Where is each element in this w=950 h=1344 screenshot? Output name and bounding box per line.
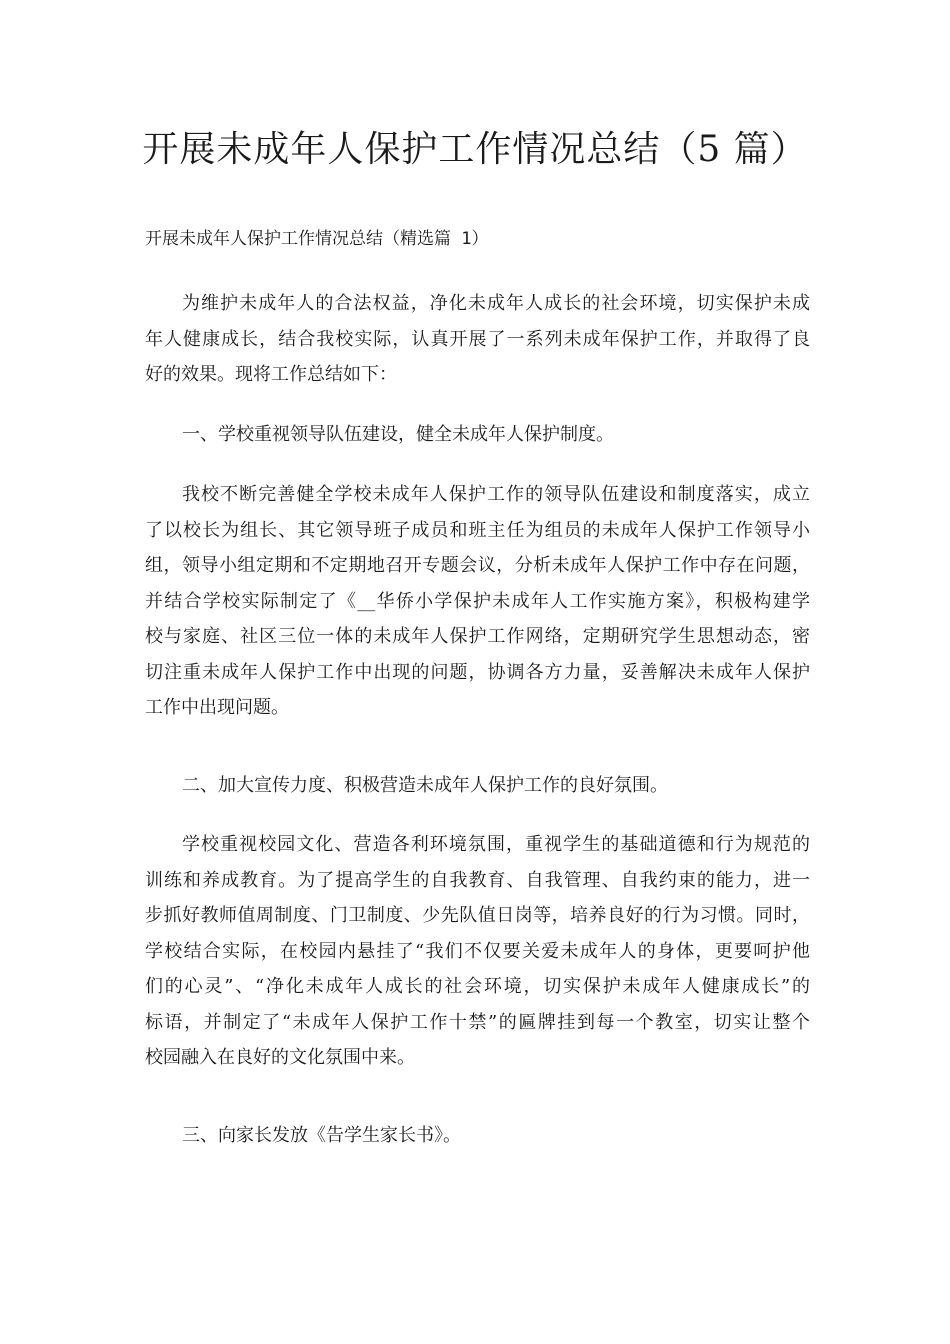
intro-paragraph [145,286,810,393]
paragraph-line: 了以校长为组长、其它领导班子成员和班主任为组员的未成年人保护工作领导小 [145,519,810,541]
paragraph-line: 并结合学校实际制定了《__华侨小学保护未成年人工作实施方案》，积极构建学 [145,590,810,612]
paragraph-publicity [145,827,810,1076]
document-title: 开展未成年人保护工作情况总结（5 篇） [142,129,808,170]
paragraph-line: 学校结合实际，在校园内悬挂了“我们不仅要关爱未成年人的身体，更要呵护他 [145,940,810,962]
paragraph-line: 切注重未成年人保护工作中出现的问题，协调各方力量，妥善解决未成年人保护 [145,661,810,683]
paragraph-line: 标语，并制定了“未成年人保护工作十禁”的匾牌挂到每一个教室，切实让整个 [145,1011,810,1033]
paragraph-line: 训练和养成教育。为了提高学生的自我教育、自我管理、自我约束的能力，进一 [145,869,810,891]
section-title: 开展未成年人保护工作情况总结（精选篇 1） [145,229,489,249]
paragraph-line: 组，领导小组定期和不定期地召开专题会议，分析未成年人保护工作中存在问题， [145,555,810,576]
paragraph-line: 学校重视校园文化、营造各利环境氛围，重视学生的基础道德和行为规范的 [182,834,810,855]
paragraph-line: 校与家庭、社区三位一体的未成年人保护工作网络，定期研究学生思想动态，密 [145,626,810,647]
paragraph-line: 校园融入在良好的文化氛围中来。 [145,1047,415,1068]
paragraph-line: 为维护未成年人的合法权益，净化未成年人成长的社会环境，切实保护未成 [182,293,810,314]
heading-one: 一、学校重视领导队伍建设，健全未成年人保护制度。 [182,424,614,445]
paragraph-line: 工作中出现问题。 [145,697,289,718]
paragraph-line: 步抓好教师值周制度、门卫制度、少先队值日岗等，培养良好的行为习惯。同时， [145,905,810,926]
paragraph-line: 们的心灵”、“净化未成年人成长的社会环境，切实保护未成年人健康成长”的 [145,976,810,997]
heading-two: 二、加大宣传力度、积极营造未成年人保护工作的良好氛围。 [182,775,668,796]
paragraph-line: 年人健康成长，结合我校实际，认真开展了一系列未成年保护工作，并取得了良 [145,328,810,350]
heading-three: 三、向家长发放《告学生家长书》。 [182,1125,461,1146]
paragraph-line: 好的效果。现将工作总结如下： [145,364,397,385]
paragraph-leadership [145,477,810,726]
paragraph-line: 我校不断完善健全学校未成年人保护工作的领导队伍建设和制度落实，成立 [182,484,810,505]
